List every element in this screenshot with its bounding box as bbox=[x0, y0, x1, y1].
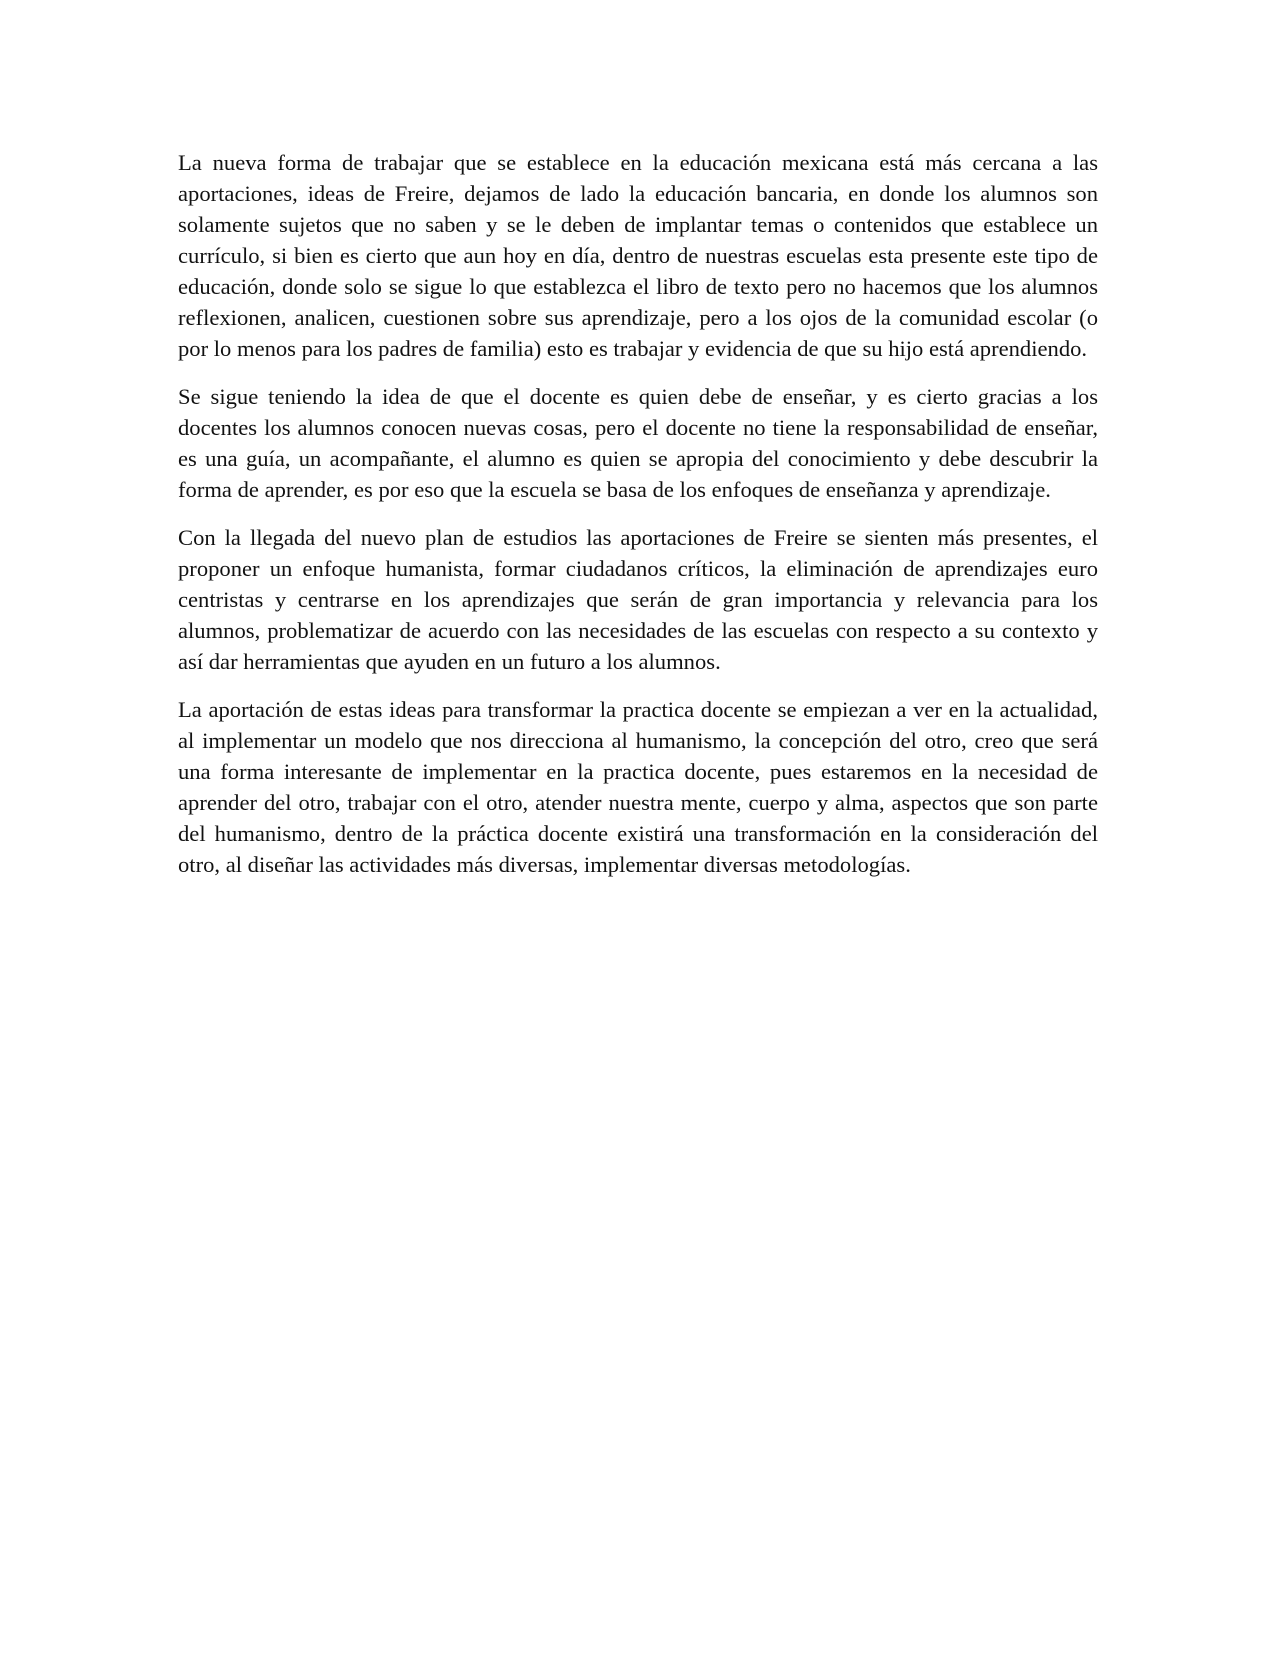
paragraph-2: Se sigue teniendo la idea de que el docente es quien debe de enseñar, y es cierto gracias a los docentes los alumnos conocen nuevas cosas, pero el docente no tiene la responsabilidad de enseñar, es una guía, un acompañante, el alumno es quien se apropia del conocimiento y debe descubrir la forma de aprender, es por eso que la escuela se basa de los enfoques de enseñanza y aprendizaje. bbox=[178, 384, 1098, 502]
paragraph-4: La aportación de estas ideas para transformar la practica docente se empiezan a ver en la actualidad, al implementar un modelo que nos direcciona al humanismo, la concepción del otro, creo que será una forma interesante de implementar en la practica docente, pues estaremos en la necesidad de aprender del otro, trabajar con el otro, atender nuestra mente, cuerpo y alma, aspectos que son parte del humanismo, dentro de la práctica docente existirá una transformación en la consideración del otro, al diseñar las actividades más diversas, implementar diversas metodologías. bbox=[178, 697, 1098, 877]
paragraph-3: Con la llegada del nuevo plan de estudios las aportaciones de Freire se sienten más presentes, el proponer un enfoque humanista, formar ciudadanos críticos, la eliminación de aprendizajes euro centristas y centrarse en los aprendizajes que serán de gran importancia y relevancia para los alumnos, problematizar de acuerdo con las necesidades de las escuelas con respecto a su contexto y así dar herramientas que ayuden en un futuro a los alumnos. bbox=[178, 525, 1098, 674]
paragraph-1: La nueva forma de trabajar que se establece en la educación mexicana está más cercana a las aportaciones, ideas de Freire, dejamos de lado la educación bancaria, en donde los alumnos son solamente sujetos que no saben y se le deben de implantar temas o contenidos que establece un currículo, si bien es cierto que aun hoy en día, dentro de nuestras escuelas esta presente este tipo de educación, donde solo se sigue lo que establezca el libro de texto pero no hacemos que los alumnos reflexionen, analicen, cuestionen sobre sus aprendizaje, pero a los ojos de la comunidad escolar (o por lo menos para los padres de familia) esto es trabajar y evidencia de que su hijo está aprendiendo. bbox=[178, 150, 1098, 361]
document-body bbox=[178, 147, 1098, 897]
